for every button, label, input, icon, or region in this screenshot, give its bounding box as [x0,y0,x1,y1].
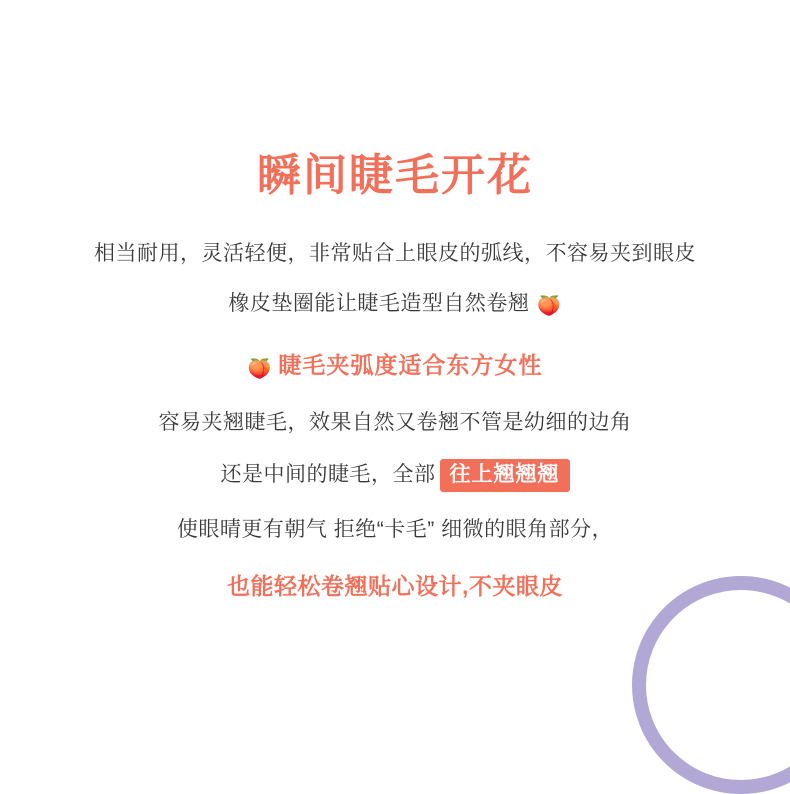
section-subheading [0,347,790,381]
body-line-highlight-prefix: 还是中间的睫毛，全部 [220,462,436,486]
section-subheading-text: 睫毛夹弧度适合东方女性 [278,352,543,379]
peach-icon: 🍑 [537,295,562,317]
body-line-highlight [0,459,790,492]
body-line-1: 容易夹翘睫毛，效果自然又卷翘不管是幼细的边角 [158,411,632,435]
closing-accent-line: 也能轻松卷翘贴心设计,不夹眼皮 [227,572,563,599]
decorative-arc-mask [650,664,790,694]
description-line-2 [0,288,790,322]
body-line-2: 使眼晴更有朝气 拒绝“卡毛” 细微的眼角部分， [176,518,614,542]
peach-icon: 🍑 [247,359,273,381]
highlight-badge: 往上翘翘翘 [440,459,570,492]
page-title: 瞬间睫毛开花 [257,151,533,200]
description-line-2-text: 橡皮垫圈能让睫毛造型自然卷翘 [228,291,530,315]
decorative-arc [632,576,790,794]
description-line-1: 相当耐用，灵活轻便，非常贴合上眼皮的弧线，不容易夹到眼皮 [94,242,696,266]
